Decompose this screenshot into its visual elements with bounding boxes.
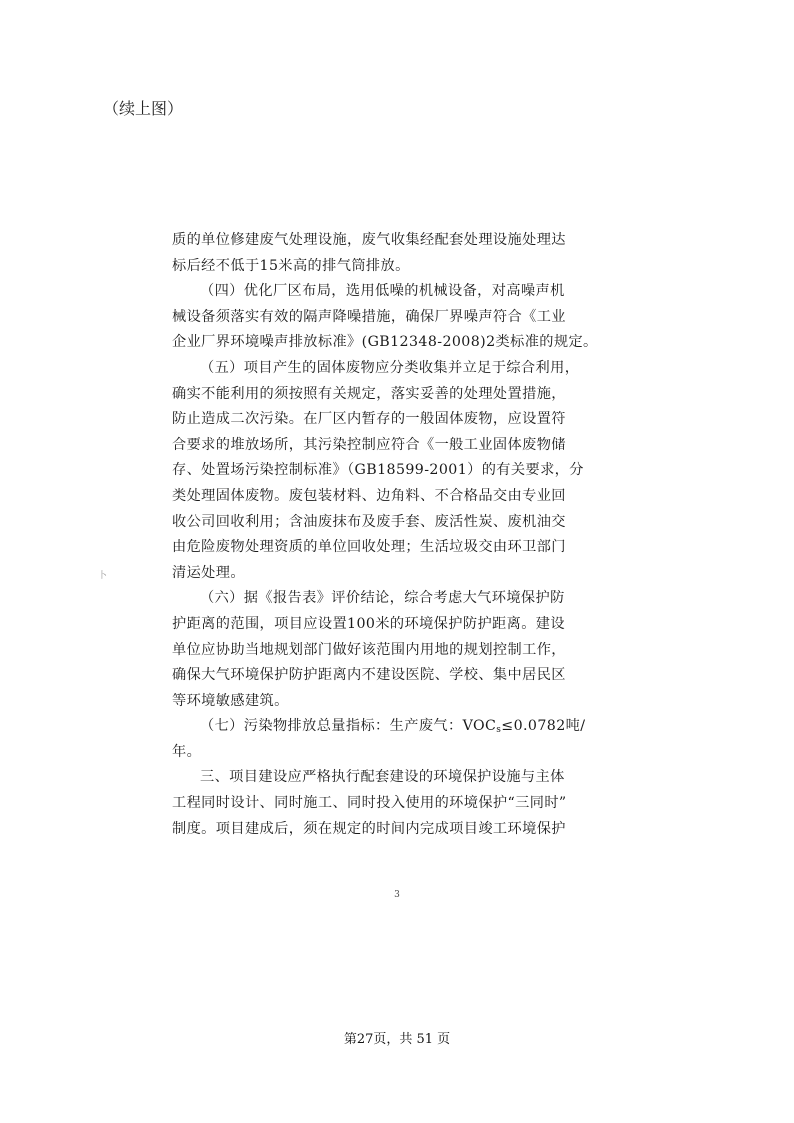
page-footer: 第27页，共 51 页 <box>343 1032 451 1047</box>
emission-prefix: （七）污染物排放总量指标：生产废气：VOC <box>200 718 497 735</box>
paragraph-4-line-5: 等环境敏感建筑。 <box>172 692 289 709</box>
paragraph-3-line-1: （五）项目产生的固体废物应分类收集并立足于综合利用， <box>200 359 580 376</box>
paragraph-3-line-9: 清运处理。 <box>172 564 245 581</box>
paragraph-3-line-2: 确实不能利用的须按照有关规定，落实妥善的处理处置措施， <box>172 385 566 402</box>
paragraph-3-line-7: 收公司回收利用；含油废抹布及废手套、废活性炭、废机油交 <box>172 513 566 530</box>
paragraph-6-line-1: 三、项目建设应严格执行配套建设的环境保护设施与主体 <box>200 769 565 786</box>
emission-suffix: ≤0.0782吨/ <box>501 718 586 735</box>
paragraph-2-line-3: 企业厂界环境噪声排放标准》(GB12348-2008)2类标准的规定。 <box>172 334 598 351</box>
voc-subscript: s <box>496 725 502 736</box>
paragraph-3-line-6: 类处理固体废物。废包装材料、边角料、不合格品交由专业回 <box>172 487 566 504</box>
paragraph-6-line-3: 制度。项目建成后，须在规定的时间内完成项目竣工环境保护 <box>172 820 566 837</box>
paragraph-5-line-1 <box>172 714 604 740</box>
paragraph-3-line-8: 由危险废物处理资质的单位回收处理；生活垃圾交由环卫部门 <box>172 539 566 556</box>
paragraph-4-line-4: 确保大气环境保护防护距离内不建设医院、学校、集中居民区 <box>172 667 566 684</box>
paragraph-6-line-2: 工程同时设计、同时施工、同时投入使用的环境保护“三同时” <box>172 795 567 812</box>
continued-label: （续上图） <box>103 99 184 118</box>
page-number: 3 <box>394 890 400 900</box>
paragraph-3-line-4: 合要求的堆放场所，其污染控制应符合《一般工业固体废物储 <box>172 436 566 453</box>
paragraph-3-line-5: 存、处置场污染控制标准》（GB18599-2001）的有关要求，分 <box>172 462 584 479</box>
paragraph-4-line-2: 护距离的范围，项目应设置100米的环境保护防护距离。建设 <box>172 615 565 632</box>
paragraph-1-line-1: 质的单位修建废气处理设施，废气收集经配套处理设施处理达 <box>172 232 566 248</box>
paragraph-4-line-1: （六）据《报告表》评价结论，综合考虑大气环境保护防 <box>200 590 565 607</box>
paragraph-2-line-1: （四）优化厂区布局，选用低噪的机械设备，对高噪声机 <box>200 283 565 300</box>
document-body <box>172 228 604 842</box>
paragraph-1-line-2: 标后经不低于15米高的排气筒排放。 <box>172 257 410 274</box>
paragraph-5-line-2: 年。 <box>172 743 202 760</box>
margin-mark: 卜 <box>98 571 108 581</box>
paragraph-3-line-3: 防止造成二次污染。在厂区内暂存的一般固体废物，应设置符 <box>172 411 566 428</box>
paragraph-4-line-3: 单位应协助当地规划部门做好该范围内用地的规划控制工作， <box>172 641 566 658</box>
paragraph-2-line-2: 械设备须落实有效的隔声降噪措施，确保厂界噪声符合《工业 <box>172 308 566 325</box>
